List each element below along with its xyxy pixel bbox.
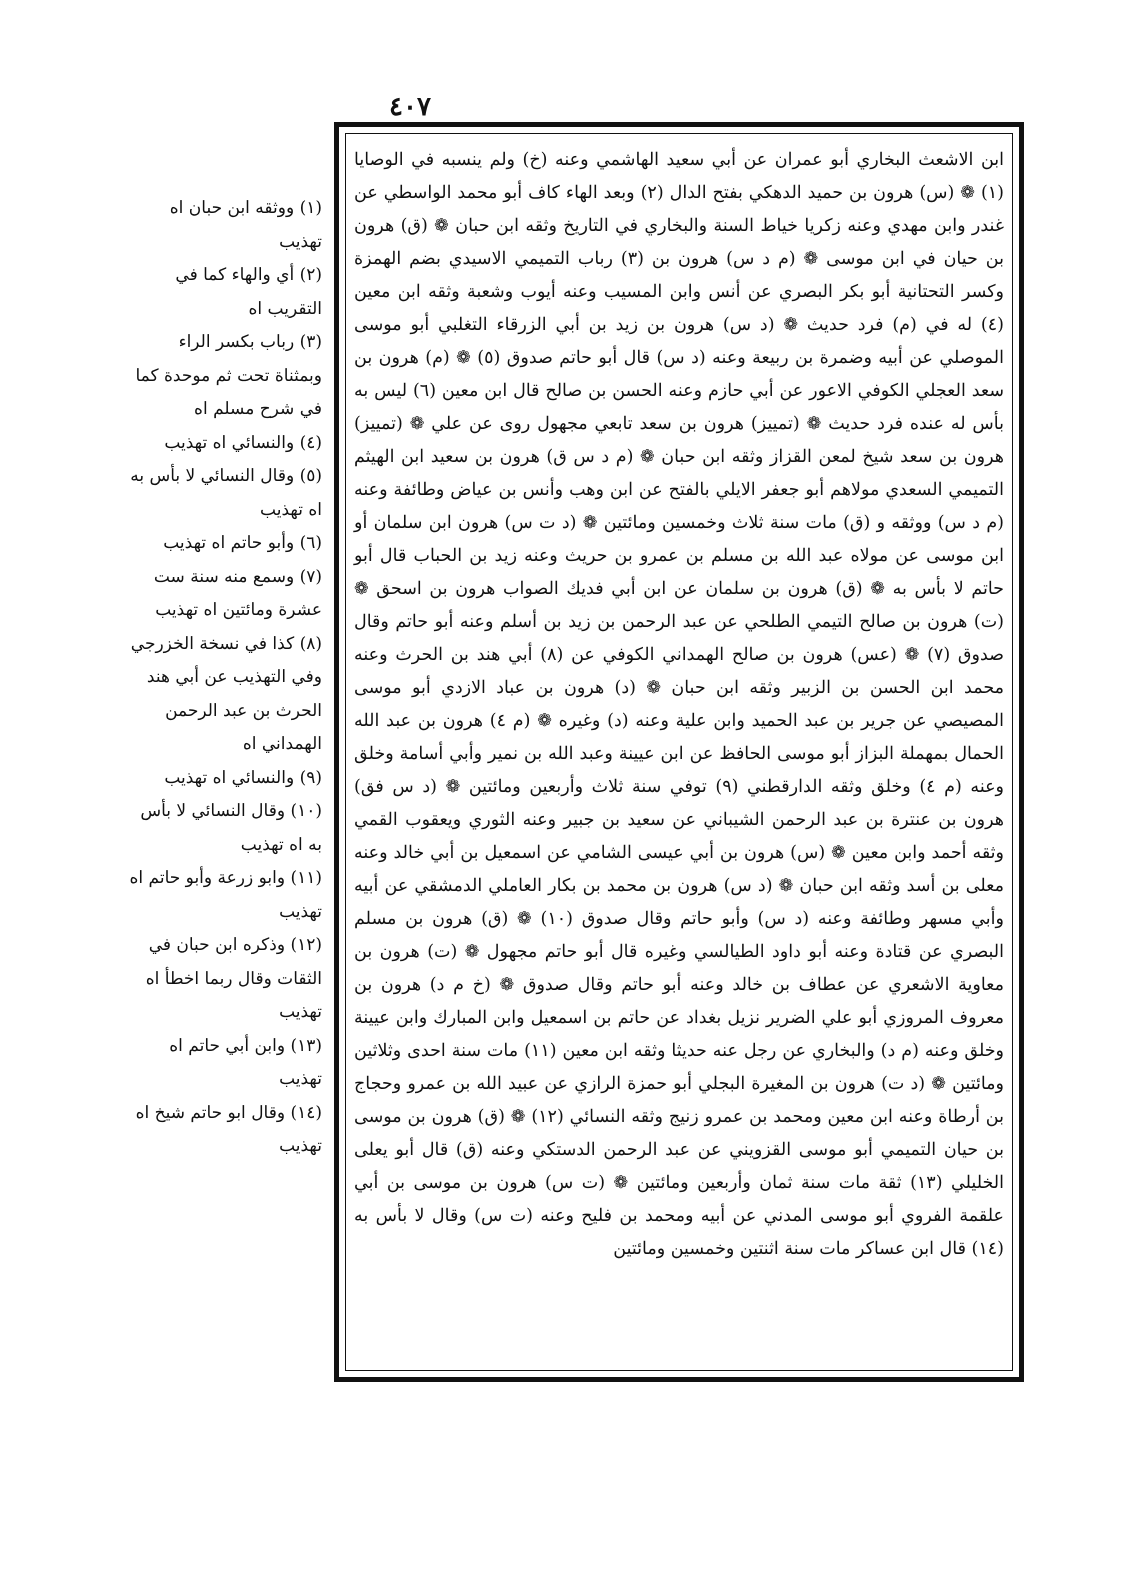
margin-note: (٨) كذا في نسخة الخزرجي وفي التهذيب عن أبي هند الحرث بن عبد الرحمن الهمداني اه [130,633,322,754]
margin-note: (٢) أي والهاء كما في التقريب اه [175,265,322,319]
margin-notes [128,192,322,1164]
margin-note: (١) ووثقه ابن حبان اه تهذيب [169,198,322,252]
margin-note: (٥) وقال النسائي لا بأس به اه تهذيب [130,466,322,520]
margin-note: (٩) والنسائي اه تهذيب [164,767,322,788]
margin-note: (١١) وابو زرعة وأبو حاتم اه تهذيب [129,868,322,922]
margin-note: (٣) رباب بكسر الراء وبمثناة تحت ثم موحدة كما في شرح مسلم اه [135,332,322,419]
main-text-paragraph: ابن الاشعث البخاري أبو عمران عن أبي سعيد الهاشمي وعنه (خ) ولم ينسبه في الوصايا (١) ❁ (س) هرون بن حميد الدهكي بفتح الدال (٢) وبعد الهاء كاف أبو محمد الواسطي عن غندر وابن مهدي وعنه زكريا خياط السنة والبخاري في التاريخ وثقه ابن حبان ❁ (ق) هرون بن حيان في ابن موسى ❁ (م د س) هرون بن (٣) رباب التميمي الاسيدي بضم الهمزة وكسر التحتانية أبو بكر البصري عن أنس وابن المسيب وعنه أيوب وشعبة وثقه ابن معين (٤) له في (م) فرد حديث ❁ (د س) هرون بن زيد بن أبي الزرقاء التغلبي أبو موسى الموصلي عن أبيه وضمرة بن ربيعة وعنه (د س) قال أبو حاتم صدوق (٥) ❁ (م) هرون بن سعد العجلي الكوفي الاعور عن أبي حازم وعنه الحسن بن صالح قال ابن معين (٦) ليس به بأس له عنده فرد حديث ❁ (تمييز) هرون بن سعد تابعي مجهول روى عن علي ❁ (تمييز) هرون بن سعد شيخ لمعن القزاز وثقه ابن حبان ❁ (م د س ق) هرون بن سعيد ابن الهيثم التميمي السعدي مولاهم أبو جعفر الايلي بالفتح عن ابن وهب وأنس بن عياض وطائفة وعنه (م د س) ووثقه و (ق) مات سنة ثلاث وخمسين ومائتين ❁ (د ت س) هرون ابن سلمان أو ابن موسى عن مولاه عبد الله بن مسلم بن عمرو بن حريث وعنه زيد بن الحباب قال أبو حاتم لا بأس به ❁ (ق) هرون بن سلمان عن ابن أبي فديك الصواب هرون بن اسحق ❁ (ت) هرون بن صالح التيمي الطلحي عن عبد الرحمن بن زيد بن أسلم وعنه أبو حاتم وقال صدوق (٧) ❁ (عس) هرون بن صالح الهمداني الكوفي عن (٨) أبي هند بن الحرث وعنه محمد ابن الحسن بن الزبير وثقه ابن حبان ❁ (د) هرون بن عباد الازدي أبو موسى المصيصي عن جرير بن عبد الحميد وابن علية وعنه (د) وغيره ❁ (م ٤) هرون بن عبد الله الحمال بمهملة البزاز أبو موسى الحافظ عن ابن عيينة وعبد الله بن نمير وأبي أسامة وخلق وعنه (م ٤) وخلق وثقه الدارقطني (٩) توفي سنة ثلاث وأربعين ومائتين ❁ (د س فق) هرون بن عنترة بن عبد الرحمن الشيباني عن سعيد بن جبير وعنه الثوري ويعقوب القمي وثقه أحمد وابن معين ❁ (س) هرون بن أبي عيسى الشامي عن اسمعيل بن أبي خالد وعنه معلى بن أسد وثقه ابن حبان ❁ (د س) هرون بن محمد بن بكار العاملي الدمشقي عن أبيه وأبي مسهر وطائفة وعنه (د س) وأبو حاتم وقال صدوق (١٠) ❁ (ق) هرون بن مسلم البصري عن قتادة وعنه أبو داود الطيالسي وغيره قال أبو حاتم مجهول ❁ (ت) هرون بن معاوية الاشعري عن عطاف بن خالد وعنه أبو حاتم وقال صدوق ❁ (خ م د) هرون بن معروف المروزي أبو علي الضرير نزيل بغداد عن حاتم بن اسمعيل وابن المبارك وابن عيينة وخلق وعنه (م د) والبخاري عن رجل عنه حديثا وثقه ابن معين (١١) مات سنة احدى وثلاثين ومائتين ❁ (د ت) هرون بن المغيرة البجلي أبو حمزة الرازي عن عبيد الله بن عمرو وحجاج بن أرطاة وعنه ابن معين ومحمد بن عمرو زنيج وثقه النسائي (١٢) ❁ (ق) هرون بن موسى بن حيان التميمي أبو موسى القزويني عن عبد الرحمن الدستكي وعنه (ق) قال أبو يعلى الخليلي (١٣) ثقة مات سنة ثمان وأربعين ومائتين ❁ (ت س) هرون بن موسى بن أبي علقمة الفروي أبو موسى المدني عن أبيه ومحمد بن فليح وعنه (ت س) وقال لا بأس به (١٤) قال ابن عساكر مات سنة اثنتين وخمسين ومائتين [354,150,1005,1259]
margin-note: (١٠) وقال النسائي لا بأس به اه تهذيب [140,801,322,855]
main-text-body [354,144,1004,1266]
margin-note: (١٣) وابن أبي حاتم اه تهذيب [169,1035,322,1089]
margin-note: (٤) والنسائي اه تهذيب [164,432,322,453]
margin-note: (١٤) وقال ابو حاتم شيخ اه تهذيب [135,1102,322,1156]
page-number: ٤٠٧ [389,92,431,122]
margin-note: (١٢) وذكره ابن حبان في الثقات وقال ربما اخطأ اه تهذيب [145,935,322,1022]
main-text-frame [334,122,1024,1382]
margin-note: (٦) وأبو حاتم اه تهذيب [163,533,322,553]
margin-note: (٧) وسمع منه سنة ست عشرة ومائتين اه تهذيب [153,566,322,620]
main-text-inner-border [345,133,1013,1371]
